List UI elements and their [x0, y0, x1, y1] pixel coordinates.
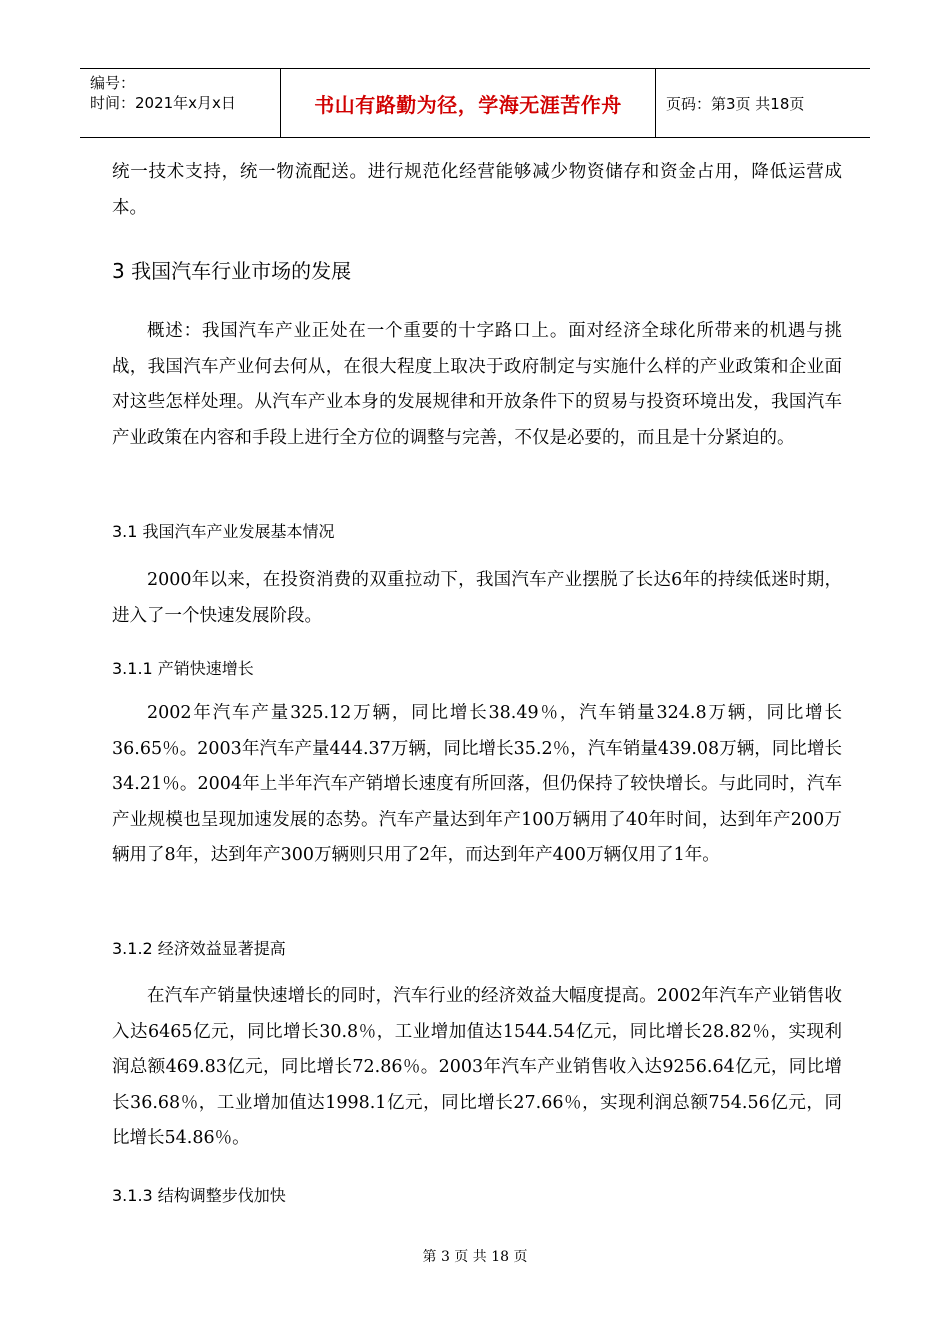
paragraph-3-1-1: 2002年汽车产量325.12万辆，同比增长38.49％，汽车销量324.8万辆，同比增长36.65％。2003年汽车产量444.37万辆，同比增长35.2％，汽车销量439.08万辆，同比增长34.21％。2004年上半年汽车产销增长速度有所回落，但仍保持了较快增长。与此同时，汽车产业规模也呈现加速发展的态势。汽车产量达到年产100万辆用了40年时间，达到年产200万辆用了8年，达到年产300万辆则只用了2年，而达到年产400万辆仅用了1年。 [112, 703, 842, 865]
paragraph-overview-block [112, 314, 842, 456]
heading-3-1-2-block [112, 936, 842, 959]
heading-3-1-block [112, 519, 842, 542]
header-meta-cell [80, 69, 281, 137]
heading-3-1-1: 3.1.1 产销快速增长 [112, 659, 254, 678]
page-footer [0, 1246, 950, 1266]
paragraph-continuation: 统一技术支持，统一物流配送。进行规范化经营能够减少物资储存和资金占用，降低运营成本。 [112, 162, 842, 218]
paragraph-3-1-1-block [112, 696, 842, 874]
header-motto: 书山有路勤为径，学海无涯苦作舟 [314, 92, 622, 117]
header-time: 时间：2021年x月x日 [90, 94, 236, 112]
footer-page-number: 第 3 页 共 18 页 [422, 1249, 528, 1265]
heading-3-1-3: 3.1.3 结构调整步伐加快 [112, 1186, 286, 1205]
header-serial: 编号： [90, 74, 136, 92]
header-motto-cell [281, 69, 656, 137]
header-page-cell [656, 69, 870, 137]
heading-section-3: 3 我国汽车行业市场的发展 [112, 259, 352, 283]
header-page-code: 页码：第3页 共18页 [666, 94, 805, 113]
heading-3-1-2: 3.1.2 经济效益显著提高 [112, 939, 286, 958]
heading-3-1: 3.1 我国汽车产业发展基本情况 [112, 522, 335, 541]
heading-section-3-block [112, 255, 842, 284]
paragraph-3-1-block [112, 563, 842, 634]
heading-3-1-3-block [112, 1183, 842, 1206]
paragraph-3-1-2-block [112, 979, 842, 1157]
paragraph-continuation-block [112, 155, 842, 226]
paragraph-3-1: 2000年以来，在投资消费的双重拉动下，我国汽车产业摆脱了长达6年的持续低迷时期，进入了一个快速发展阶段。 [112, 570, 842, 626]
page-header [80, 68, 870, 138]
paragraph-overview: 概述：我国汽车产业正处在一个重要的十字路口上。面对经济全球化所带来的机遇与挑战，我国汽车产业何去何从，在很大程度上取决于政府制定与实施什么样的产业政策和企业面对这些怎样处理。从汽车产业本身的发展规律和开放条件下的贸易与投资环境出发，我国汽车产业政策在内容和手段上进行全方位的调整与完善，不仅是必要的，而且是十分紧迫的。 [112, 321, 842, 448]
paragraph-3-1-2: 在汽车产销量快速增长的同时，汽车行业的经济效益大幅度提高。2002年汽车产业销售收入达6465亿元，同比增长30.8％，工业增加值达1544.54亿元，同比增长28.82％，实现利润总额469.83亿元，同比增长72.86％。2003年汽车产业销售收入达9256.64亿元，同比增长36.68％，工业增加值达1998.1亿元，同比增长27.66％，实现利润总额754.56亿元，同比增长54.86％。 [112, 986, 842, 1148]
heading-3-1-1-block [112, 656, 842, 679]
